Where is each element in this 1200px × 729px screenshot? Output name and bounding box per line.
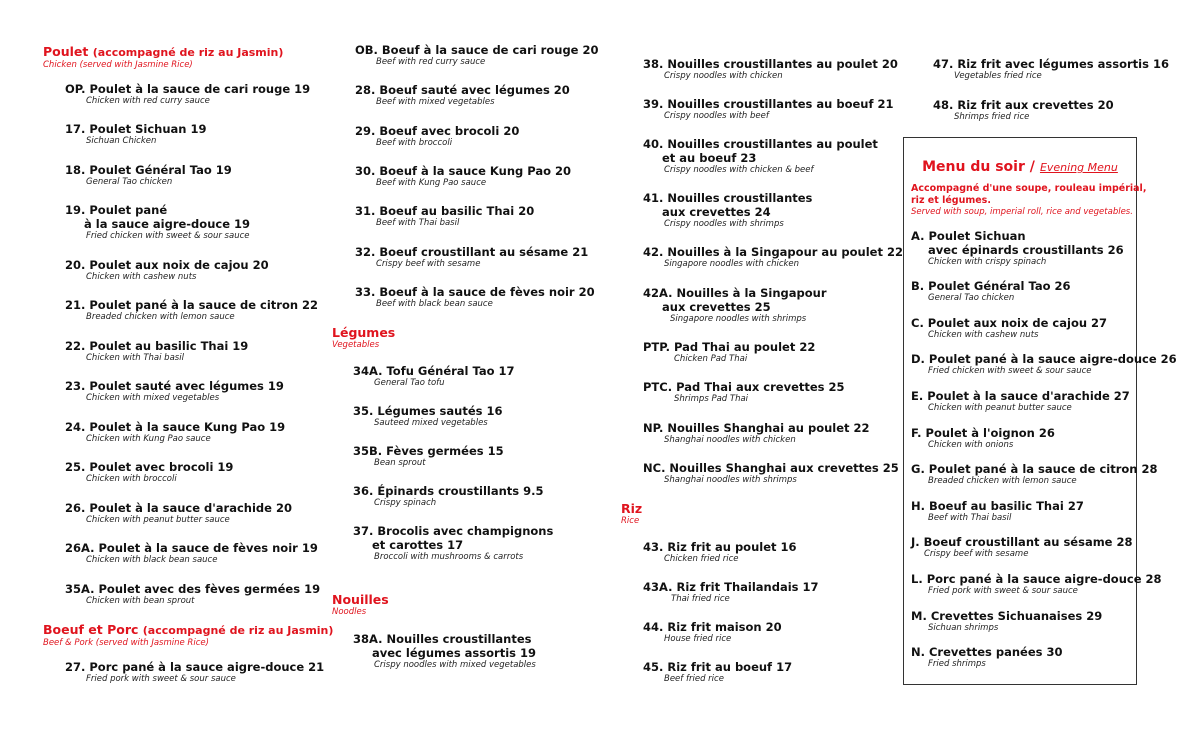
section-subtitle: Beef & Pork (served with Jasmine Rice) xyxy=(43,638,209,648)
menu-item: 36. Épinards croustillants 9.5 Crispy spinach xyxy=(353,484,544,508)
menu-item: 33. Boeuf à la sauce de fèves noir 20 Beef with black bean sauce xyxy=(355,285,595,309)
section-title: Poulet (accompagné de riz au Jasmin) xyxy=(43,44,284,59)
menu-item: OP. Poulet à la sauce de cari rouge 19 Chicken with red curry sauce xyxy=(65,82,311,106)
section-title: Riz xyxy=(621,501,643,516)
menu-item: 28. Boeuf sauté avec légumes 20 Beef with mixed vegetables xyxy=(355,83,570,107)
menu-item: 21. Poulet pané à la sauce de citron 22 Breaded chicken with lemon sauce xyxy=(65,298,319,322)
menu-item: 26A. Poulet à la sauce de fèves noir 19 Chicken with black bean sauce xyxy=(65,541,318,565)
evening-menu-box xyxy=(903,137,1177,685)
menu-item: 40. Nouilles croustillantes au poulet et au boeuf 23 Crispy noodles with chicken & beef xyxy=(643,137,878,175)
menu-item: H. Boeuf au basilic Thai 27 Beef with Thai basil xyxy=(911,499,1084,523)
menu-item: 47. Riz frit avec légumes assortis 16 Vegetables fried rice xyxy=(933,57,1169,81)
menu-item: C. Poulet aux noix de cajou 27 Chicken with cashew nuts xyxy=(911,316,1108,340)
menu-item: OB. Boeuf à la sauce de cari rouge 20 Beef with red curry sauce xyxy=(355,43,599,67)
evening-menu-note: Accompagné d'une soupe, rouleau impérial, riz et légumes. Served with soup, imperial roll, rice and vegetables. xyxy=(911,183,1147,217)
menu-item: 20. Poulet aux noix de cajou 20 Chicken with cashew nuts xyxy=(65,258,269,282)
menu-item: 25. Poulet avec brocoli 19 Chicken with broccoli xyxy=(65,460,234,484)
menu-item: 35A. Poulet avec des fèves germées 19 Chicken with bean sprout xyxy=(65,582,321,606)
section-legumes xyxy=(332,325,395,351)
section-subtitle: Chicken (served with Jasmine Rice) xyxy=(43,60,193,70)
menu-item: 43A. Riz frit Thailandais 17 Thai fried rice xyxy=(643,580,819,604)
menu-item: 43. Riz frit au poulet 16 Chicken fried rice xyxy=(643,540,797,564)
section-subtitle: Noodles xyxy=(332,607,367,617)
menu-item: 19. Poulet pané à la sauce aigre-douce 19 Fried chicken with sweet & sour sauce xyxy=(65,203,251,241)
menu-item: NC. Nouilles Shanghai aux crevettes 25 Shanghai noodles with shrimps xyxy=(643,461,899,485)
menu-item: 44. Riz frit maison 20 House fried rice xyxy=(643,620,782,644)
section-title: Boeuf et Porc (accompagné de riz au Jasmin) xyxy=(43,622,334,637)
section-poulet xyxy=(43,44,283,71)
menu-item: 35B. Fèves germées 15 Bean sprout xyxy=(353,444,504,468)
menu-item: 34A. Tofu Général Tao 17 General Tao tofu xyxy=(353,364,515,388)
menu-item: M. Crevettes Sichuanaises 29 Sichuan shrimps xyxy=(911,609,1103,633)
menu-item: 35. Légumes sautés 16 Sauteed mixed vegetables xyxy=(353,404,503,428)
menu-item: 42A. Nouilles à la Singapour aux crevettes 25 Singapore noodles with shrimps xyxy=(643,286,827,324)
menu-item: 27. Porc pané à la sauce aigre-douce 21 Fried pork with sweet & sour sauce xyxy=(65,660,325,684)
menu-item: D. Poulet pané à la sauce aigre-douce 26 Fried chicken with sweet & sour sauce xyxy=(911,352,1177,376)
section-subtitle: Vegetables xyxy=(332,340,380,350)
menu-item: 23. Poulet sauté avec légumes 19 Chicken with mixed vegetables xyxy=(65,379,284,403)
menu-item: 22. Poulet au basilic Thai 19 Chicken with Thai basil xyxy=(65,339,249,363)
evening-menu-title: Menu du soir / Evening Menu xyxy=(922,159,1118,175)
menu-item: B. Poulet Général Tao 26 General Tao chicken xyxy=(911,279,1071,303)
menu-item: 38A. Nouilles croustillantes avec légumes assortis 19 Crispy noodles with mixed vegetables xyxy=(353,632,536,670)
menu-item: 39. Nouilles croustillantes au boeuf 21 Crispy noodles with beef xyxy=(643,97,894,121)
menu-item: G. Poulet pané à la sauce de citron 28 Breaded chicken with lemon sauce xyxy=(911,462,1158,486)
menu-item: 17. Poulet Sichuan 19 Sichuan Chicken xyxy=(65,122,207,146)
section-boeuf-porc xyxy=(43,622,333,649)
menu-item: 42. Nouilles à la Singapour au poulet 22 Singapore noodles with chicken xyxy=(643,245,903,269)
menu-item: J. Boeuf croustillant au sésame 28 Crispy beef with sesame xyxy=(911,535,1133,559)
menu-item: F. Poulet à l'oignon 26 Chicken with onions xyxy=(911,426,1055,450)
menu-item: 48. Riz frit aux crevettes 20 Shrimps fried rice xyxy=(933,98,1114,122)
menu-item: 45. Riz frit au boeuf 17 Beef fried rice xyxy=(643,660,793,684)
menu-item: N. Crevettes panées 30 Fried shrimps xyxy=(911,645,1063,669)
menu-item: 41. Nouilles croustillantes aux crevettes 24 Crispy noodles with shrimps xyxy=(643,191,813,229)
menu-item: NP. Nouilles Shanghai au poulet 22 Shanghai noodles with chicken xyxy=(643,421,870,445)
menu-item: 38. Nouilles croustillantes au poulet 20 Crispy noodles with chicken xyxy=(643,57,898,81)
section-title: Nouilles xyxy=(332,592,389,607)
menu-item: 30. Boeuf à la sauce Kung Pao 20 Beef with Kung Pao sauce xyxy=(355,164,572,188)
menu-item: E. Poulet à la sauce d'arachide 27 Chicken with peanut butter sauce xyxy=(911,389,1130,413)
menu-item: A. Poulet Sichuan avec épinards croustillants 26 Chicken with crispy spinach xyxy=(911,229,1124,267)
menu-item: 37. Brocolis avec champignons et carottes 17 Broccoli with mushrooms & carrots xyxy=(353,524,554,562)
menu-item: 29. Boeuf avec brocoli 20 Beef with broccoli xyxy=(355,124,520,148)
menu-item: L. Porc pané à la sauce aigre-douce 28 Fried pork with sweet & sour sauce xyxy=(911,572,1162,596)
menu-item: PTP. Pad Thai au poulet 22 Chicken Pad Thai xyxy=(643,340,816,364)
menu-item: 31. Boeuf au basilic Thai 20 Beef with Thai basil xyxy=(355,204,535,228)
menu-item: 18. Poulet Général Tao 19 General Tao chicken xyxy=(65,163,232,187)
menu-item: 24. Poulet à la sauce Kung Pao 19 Chicken with Kung Pao sauce xyxy=(65,420,286,444)
section-nouilles xyxy=(332,592,389,618)
menu-item: 26. Poulet à la sauce d'arachide 20 Chicken with peanut butter sauce xyxy=(65,501,292,525)
section-subtitle: Rice xyxy=(621,516,640,526)
section-riz xyxy=(621,501,642,527)
menu-item: 32. Boeuf croustillant au sésame 21 Crispy beef with sesame xyxy=(355,245,589,269)
section-title: Légumes xyxy=(332,325,396,340)
menu-item: PTC. Pad Thai aux crevettes 25 Shrimps Pad Thai xyxy=(643,380,845,404)
